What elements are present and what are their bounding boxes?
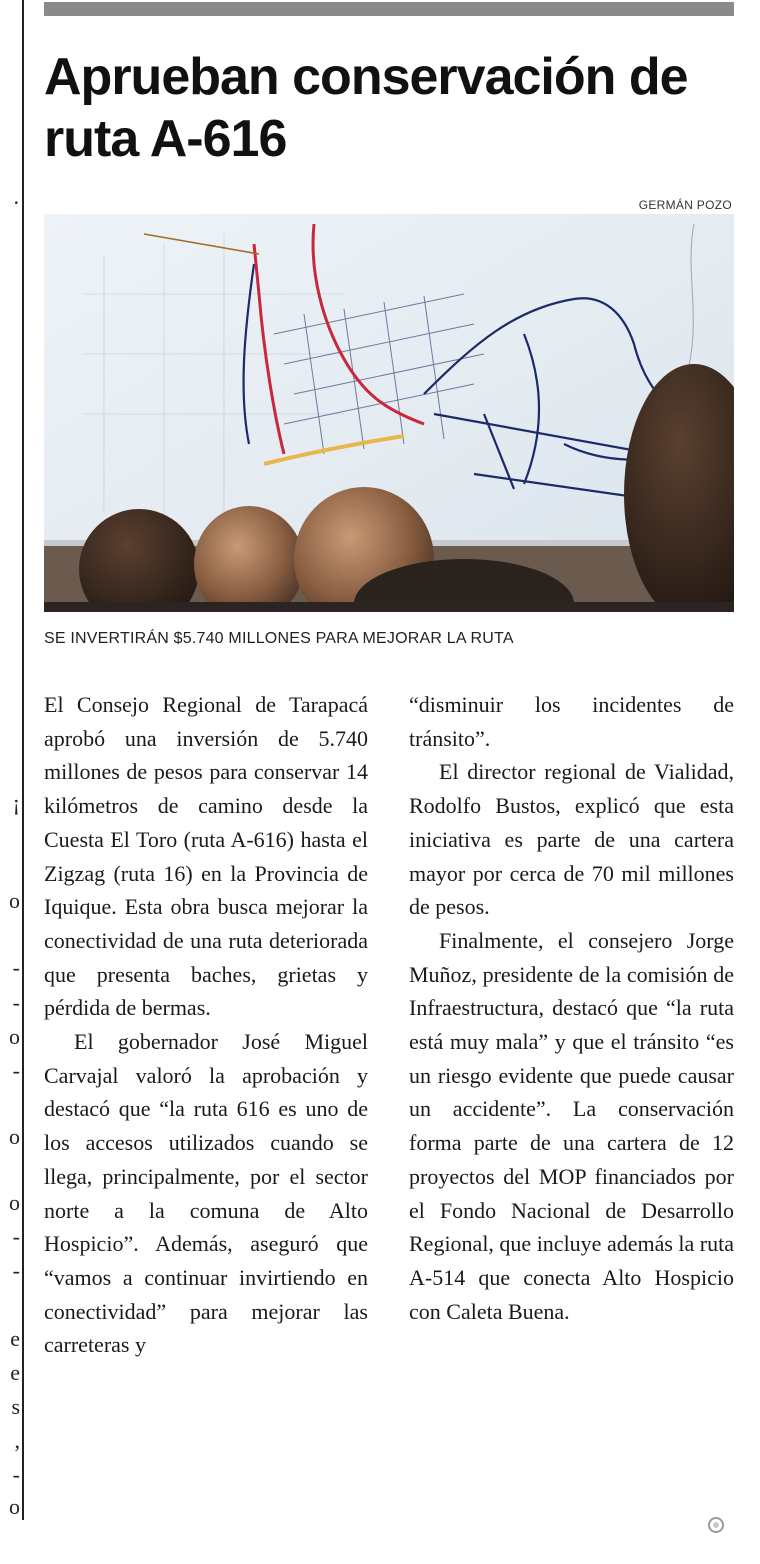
fragment-char: - [12, 1258, 20, 1283]
article-photo [44, 214, 734, 612]
article-column-1 [44, 688, 368, 1362]
paragraph: Finalmente, el consejero Jorge Muñoz, presidente de la comisión de Infraestructura, destacó que “la ruta está muy mala” y que el tránsito “es un riesgo evidente que puede causar un accidente”. La conservación forma parte de una cartera de 12 proyectos del MOP financiados por el Fondo Nacional de Desarrollo Regional, que incluye además la ruta A-514 que conecta Alto Hospicio con Caleta Buena. [409, 927, 734, 1324]
fragment-char: s [11, 1394, 20, 1419]
fragment-char: - [12, 1058, 20, 1083]
column-divider [22, 0, 24, 1520]
fragment-char: o [9, 888, 20, 913]
fragment-char: o [9, 1124, 20, 1149]
photo-caption: SE INVERTIRÁN $5.740 MILLONES PARA MEJORAR LA RUTA [44, 630, 514, 647]
section-bar [44, 2, 734, 16]
end-of-article-icon [708, 1517, 724, 1533]
fragment-char: - [12, 990, 20, 1015]
fragment-char: · [12, 190, 20, 215]
fragment-char: - [12, 1462, 20, 1487]
fragment-char: e [10, 1360, 20, 1385]
fragment-char: o [9, 1024, 20, 1049]
fragment-char: o [9, 1494, 20, 1519]
paragraph: “disminuir los incidentes de tránsito”. [409, 692, 734, 751]
fragment-char: - [12, 1224, 20, 1249]
paragraph: El director regional de Vialidad, Rodolfo Bustos, explicó que esta iniciativa es parte de una cartera mayor por cerca de 70 mil millones de pesos. [409, 759, 734, 920]
paragraph: El gobernador José Miguel Carvajal valoró la aprobación y destacó que “la ruta 616 es uno de los accesos utilizados cuando se llega, principalmente, por el sector norte a la comuna de Alto Hospicio”. Además, aseguró que “vamos a continuar invirtiendo en conectividad” para mejorar las carreteras y [44, 1029, 368, 1358]
projected-map-image [44, 214, 734, 612]
fragment-char: , [14, 1428, 20, 1453]
fragment-char: - [12, 955, 20, 980]
headline: Aprueban conservación de ruta A-616 [44, 48, 688, 168]
photo-credit: GERMÁN POZO [638, 198, 732, 212]
article-column-2 [409, 688, 734, 1328]
fragment-char: ¡ [12, 790, 20, 815]
paragraph: El Consejo Regional de Tarapacá aprobó una inversión de 5.740 millones de pesos para conservar 14 kilómetros de camino desde la Cuesta El Toro (ruta A-616) hasta el Zigzag (ruta 16) en la Provincia de Iquique. Esta obra busca mejorar la conectividad de una ruta deteriorada que presenta baches, grietas y pérdida de bermas. [44, 692, 368, 1021]
fragment-char: o [9, 1190, 20, 1215]
fragment-char: e [10, 1326, 20, 1351]
